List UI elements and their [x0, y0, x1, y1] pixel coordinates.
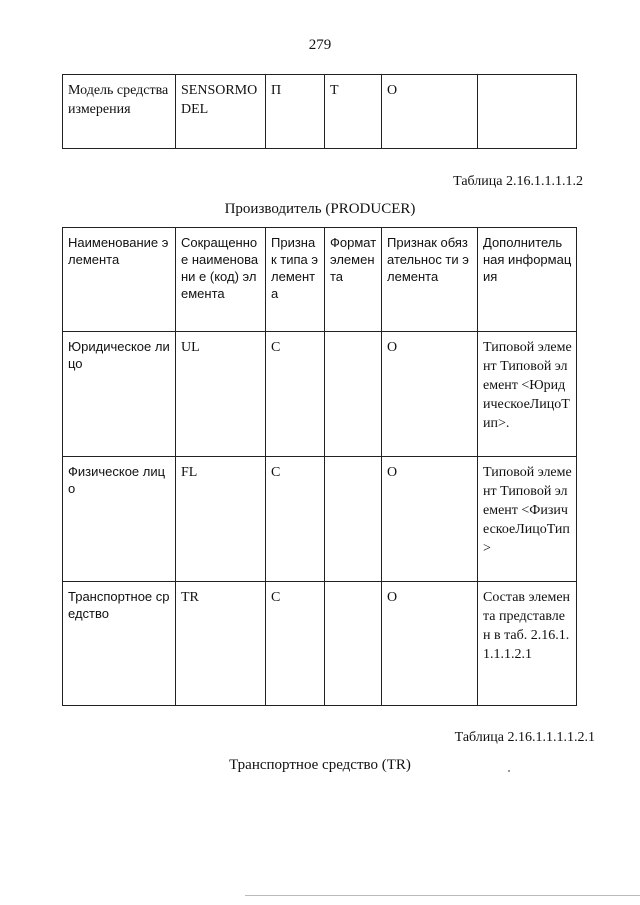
table-cell: О	[382, 75, 478, 149]
column-header: Призна к типа элемент а	[266, 228, 325, 332]
table-cell	[325, 582, 382, 706]
table-cell: Т	[325, 75, 382, 149]
table-cell: П	[266, 75, 325, 149]
table-row	[63, 582, 577, 706]
table-cell: Юридическое лицо	[63, 332, 176, 457]
table-cell: Модель средства измерения	[63, 75, 176, 149]
table-cell: О	[382, 457, 478, 582]
table-cell: О	[382, 332, 478, 457]
table-cell: О	[382, 582, 478, 706]
table-cell: Состав элемента представлен в таб. 2.16.1.1.1.1.2.1	[478, 582, 577, 706]
table-title: Производитель (PRODUCER)	[224, 201, 416, 217]
table-cell: Физическое лицо	[63, 457, 176, 582]
table-cell	[478, 75, 577, 149]
continued-table	[62, 74, 577, 149]
page-number: 279	[308, 37, 332, 53]
table-cell: С	[266, 582, 325, 706]
table-cell	[325, 332, 382, 457]
column-header: Дополнитель ная информация	[478, 228, 577, 332]
table-cell: TR	[176, 582, 266, 706]
table-title: Транспортное средство (TR)	[229, 757, 411, 773]
table-cell: Типовой элемент Типовой элемент <ФизическоеЛицоТип>	[478, 457, 577, 582]
table-header-row	[63, 228, 577, 332]
table-cell	[325, 457, 382, 582]
column-header: Сокращенно е наименовани е (код) элемента	[176, 228, 266, 332]
table-cell: SENSORMO DEL	[176, 75, 266, 149]
table-caption: Таблица 2.16.1.1.1.1.2	[453, 174, 583, 189]
table-cell: FL	[176, 457, 266, 582]
table-cell: С	[266, 332, 325, 457]
table-cell: UL	[176, 332, 266, 457]
scan-artifact	[508, 770, 510, 772]
table-row	[63, 457, 577, 582]
table-row	[63, 75, 577, 149]
producer-table	[62, 227, 577, 706]
table-cell: Транспортное средство	[63, 582, 176, 706]
column-header: Наименование элемента	[63, 228, 176, 332]
column-header: Признак обязательнос ти элемента	[382, 228, 478, 332]
table-cell: С	[266, 457, 325, 582]
scan-artifact	[245, 895, 640, 896]
table-cell: Типовой элемент Типовой элемент <ЮридическоеЛицоТип>.	[478, 332, 577, 457]
column-header: Формат элемен та	[325, 228, 382, 332]
table-caption: Таблица 2.16.1.1.1.1.2.1	[454, 730, 595, 745]
table-row	[63, 332, 577, 457]
